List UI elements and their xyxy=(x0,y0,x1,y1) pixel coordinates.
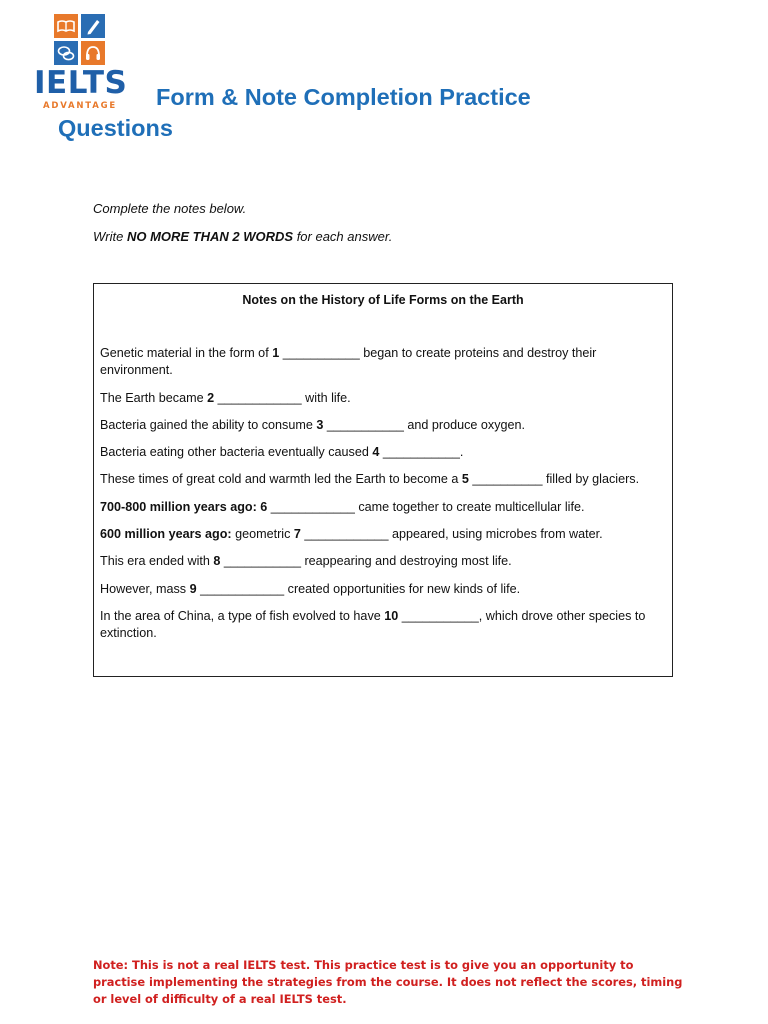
note-item: 600 million years ago: geometric 7 ____________ appeared, using microbes from water. xyxy=(100,527,603,542)
note-item: Genetic material in the form of 1 ___________ began to create proteins and destroy their environment. xyxy=(100,346,597,378)
note-item: These times of great cold and warmth led the Earth to become a 5 __________ filled by glaciers. xyxy=(100,472,640,487)
question-number: 4 xyxy=(372,445,380,460)
question-number: 6 xyxy=(260,499,268,514)
answer-gap: ___________ began to create proteins and destroy their environment. xyxy=(100,346,597,378)
instruction-complete: Complete the notes below. xyxy=(93,201,247,216)
pen-icon xyxy=(81,14,105,38)
note-item: However, mass 9 ____________ created opportunities for new kinds of life. xyxy=(100,581,521,596)
disclaimer-note: Note: This is not a real IELTS test. This practice test is to give you an opportunity to practise implementing the strategies from the course. It does not reflect the scores, timing or level of difficulty of a real IELTS test. xyxy=(93,958,683,1006)
question-number: 9 xyxy=(189,581,197,596)
answer-gap: ____________ created opportunities for new kinds of life. xyxy=(196,581,521,596)
logo-wordmark: IELTS xyxy=(34,65,128,101)
answer-gap: ___________ and produce oxygen. xyxy=(323,417,526,432)
question-number: 7 xyxy=(293,527,301,542)
instruction-word-limit: Write NO MORE THAN 2 WORDS for each answer. xyxy=(93,229,393,244)
notes-box xyxy=(93,283,673,677)
question-number: 10 xyxy=(384,608,399,623)
note-item: Bacteria eating other bacteria eventually caused 4 ___________. xyxy=(100,445,464,460)
answer-gap: __________ filled by glaciers. xyxy=(468,472,640,487)
logo-icon-grid xyxy=(54,14,106,66)
chat-icon xyxy=(54,41,78,65)
note-item: 700-800 million years ago: 6 ____________ came together to create multicellular life. xyxy=(100,499,585,514)
question-number: 3 xyxy=(316,417,324,432)
notes-title: Notes on the History of Life Forms on the Earth xyxy=(242,293,524,307)
headphones-icon xyxy=(81,41,105,65)
question-number: 5 xyxy=(461,472,469,487)
notes-list xyxy=(100,345,666,653)
answer-gap: ___________. xyxy=(379,445,464,460)
book-icon xyxy=(54,14,78,38)
question-number: 1 xyxy=(272,346,280,360)
answer-gap: ____________ came together to create multicellular life. xyxy=(267,499,585,514)
question-number: 8 xyxy=(213,554,221,569)
note-item: This era ended with 8 ___________ reappearing and destroying most life. xyxy=(100,554,512,569)
answer-gap: ____________ with life. xyxy=(214,390,351,405)
question-number: 2 xyxy=(207,390,215,405)
answer-gap: ___________, which drove other species to extinction. xyxy=(100,608,646,641)
word-limit-emphasis: NO MORE THAN 2 WORDS xyxy=(126,229,294,244)
logo-subtitle: ADVANTAGE xyxy=(42,101,118,111)
answer-gap: ____________ appeared, using microbes from water. xyxy=(300,527,603,542)
note-item: The Earth became 2 ____________ with life. xyxy=(100,390,351,405)
answer-gap: ___________ reappearing and destroying most life. xyxy=(220,554,512,569)
note-item: Bacteria gained the ability to consume 3 ___________ and produce oxygen. xyxy=(100,417,526,432)
note-item: In the area of China, a type of fish evolved to have 10 ___________, which drove other species to extinction. xyxy=(100,608,646,641)
page-title: Form & Note Completion Practice Questions xyxy=(58,84,531,141)
